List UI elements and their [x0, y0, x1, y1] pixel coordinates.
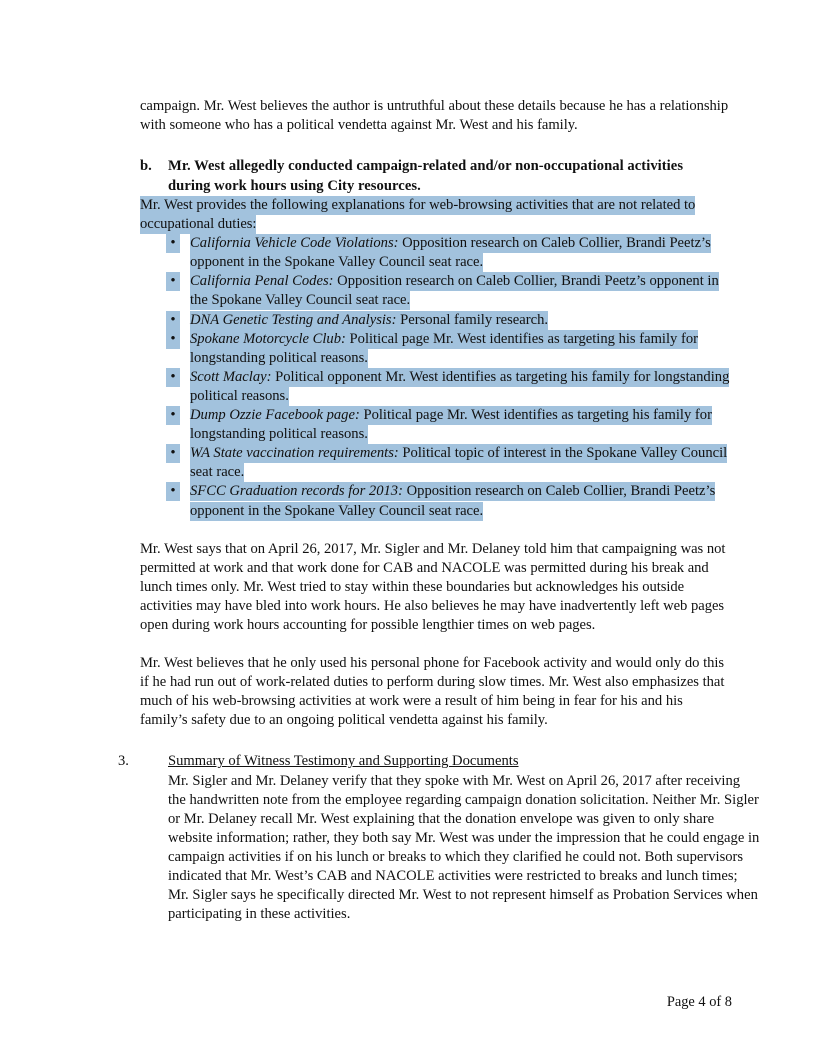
paragraph-facebook-personal-phone: Mr. West believes that he only used his personal phone for Facebook activity and would only do this if he had run out of work-related duties to perform during slow times. Mr. West also emphasizes that much of his web-browsing activities at work were a result of him being in fear for his and his family’s safety due to an ongoing political vendetta against his family.: [140, 655, 725, 729]
list-item-highlight: [190, 330, 698, 368]
bullet-icon: •: [166, 406, 180, 425]
list-item-lead: Dump Ozzie Facebook page:: [190, 407, 360, 424]
list-item-body: [190, 444, 732, 482]
list-item-lead: California Penal Codes:: [190, 273, 334, 290]
list-item: [140, 272, 732, 310]
bullet-icon: •: [166, 482, 180, 501]
list-item-body: [190, 406, 732, 444]
spacer: [140, 730, 732, 752]
list-item-highlight: [190, 272, 719, 310]
section-3: [118, 752, 760, 924]
list-item-body: [190, 311, 732, 330]
list-item-rest: Personal family research.: [396, 311, 549, 328]
list-item-lead: California Vehicle Code Violations:: [190, 235, 399, 252]
paragraph-campaign-continuation: campaign. Mr. West believes the author is untruthful about these details because he has a relationship with someone who has a political vendetta against Mr. West and his family.: [140, 98, 729, 134]
list-item-lead: Scott Maclay:: [190, 368, 272, 385]
list-item-lead: DNA Genetic Testing and Analysis:: [190, 311, 397, 328]
list-item-body: [190, 330, 732, 368]
list-item: [140, 406, 732, 444]
bullet-icon: •: [166, 311, 180, 330]
list-item-body: [190, 368, 732, 406]
list-item: [140, 368, 732, 406]
bullet-icon: •: [166, 234, 180, 253]
section-b-heading: [140, 157, 732, 196]
page-number-label: Page 4 of 8: [666, 994, 732, 1010]
list-item-rest: Opposition research on Caleb Collier, Brandi Peetz’s opponent in the Spokane Valley Council seat race.: [190, 235, 711, 271]
section-3-title: Summary of Witness Testimony and Supporting Documents: [168, 753, 519, 770]
list-item-rest: Political page Mr. West identifies as targeting his family for longstanding political reasons.: [190, 407, 712, 443]
section-b-marker: b.: [140, 158, 152, 175]
list-item-rest: Opposition research on Caleb Collier, Brandi Peetz’s opponent in the Spokane Valley Council seat race.: [190, 273, 719, 309]
spacer: [140, 135, 732, 157]
paragraph-april-26-meeting: Mr. West says that on April 26, 2017, Mr. Sigler and Mr. Delaney told him that campaigning was not permitted at work and that work done for CAB and NACOLE was permitted during his break and lunch times only. Mr. West tried to stay within these boundaries but acknowledges his outside activities may have bled into work hours. He also believes he may have inadvertently left web pages open during work hours accounting for possible lengthier times on web pages.: [140, 540, 726, 633]
list-item-body: [190, 482, 732, 520]
list-item-rest: Political topic of interest in the Spokane Valley Council seat race.: [190, 445, 728, 481]
bullet-icon: •: [166, 444, 180, 463]
bullet-icon: •: [166, 330, 180, 349]
section-b-intro: [140, 196, 732, 234]
section-3-marker: 3.: [118, 753, 129, 770]
list-item-rest: Political opponent Mr. West identifies as targeting his family for longstanding political reasons.: [190, 368, 730, 404]
list-item-rest: Political page Mr. West identifies as targeting his family for longstanding political reasons.: [190, 330, 699, 366]
list-item-highlight: [190, 406, 712, 444]
list-item: [140, 234, 732, 272]
list-item: [140, 330, 732, 368]
list-item-highlight: [190, 444, 727, 482]
list-item-highlight: [190, 482, 715, 520]
section-b-heading-text: Mr. West allegedly conducted campaign-related and/or non-occupational activities during work hours using City resources.: [168, 158, 684, 194]
list-item-highlight: [190, 234, 711, 272]
document-body: [118, 97, 760, 924]
list-item-lead: Spokane Motorcycle Club:: [190, 330, 346, 347]
list-item: [140, 444, 732, 482]
bullet-icon: •: [166, 272, 180, 291]
bullet-icon: •: [166, 368, 180, 387]
list-item-highlight: [190, 311, 548, 330]
spacer: [140, 521, 732, 540]
list-item-lead: SFCC Graduation records for 2013:: [190, 483, 403, 500]
list-item-body: [190, 272, 732, 310]
list-item-lead: WA State vaccination requirements:: [190, 445, 399, 462]
highlighted-intro-text: Mr. West provides the following explanations for web-browsing activities that are not related to occupational duties:: [140, 197, 696, 233]
list-item-body: [190, 234, 732, 272]
list-item: [140, 482, 732, 520]
section-3-body: Mr. Sigler and Mr. Delaney verify that they spoke with Mr. West on April 26, 2017 after receiving the handwritten note from the employee regarding campaign donation solicitation. Neither Mr. Sigler or Mr. Delaney recall Mr. West explaining that the donation envelope was given to only share website information; rather, they both say Mr. West was under the impression that he could engage in campaign activities if on his lunch or breaks to which they clarified he could not. Both supervisors indicated that Mr. West’s CAB and NACOLE activities were restricted to breaks and lunch times; Mr. Sigler says he specifically directed Mr. West to not represent himself as Probation Services when participating in these activities.: [168, 772, 760, 923]
list-item-highlight: [190, 368, 729, 406]
page-footer: [140, 993, 732, 1011]
list-item: [140, 311, 732, 330]
explanations-list: [140, 234, 732, 520]
spacer: [140, 635, 732, 654]
list-item-rest: Opposition research on Caleb Collier, Brandi Peetz’s opponent in the Spokane Valley Council seat race.: [190, 483, 716, 519]
